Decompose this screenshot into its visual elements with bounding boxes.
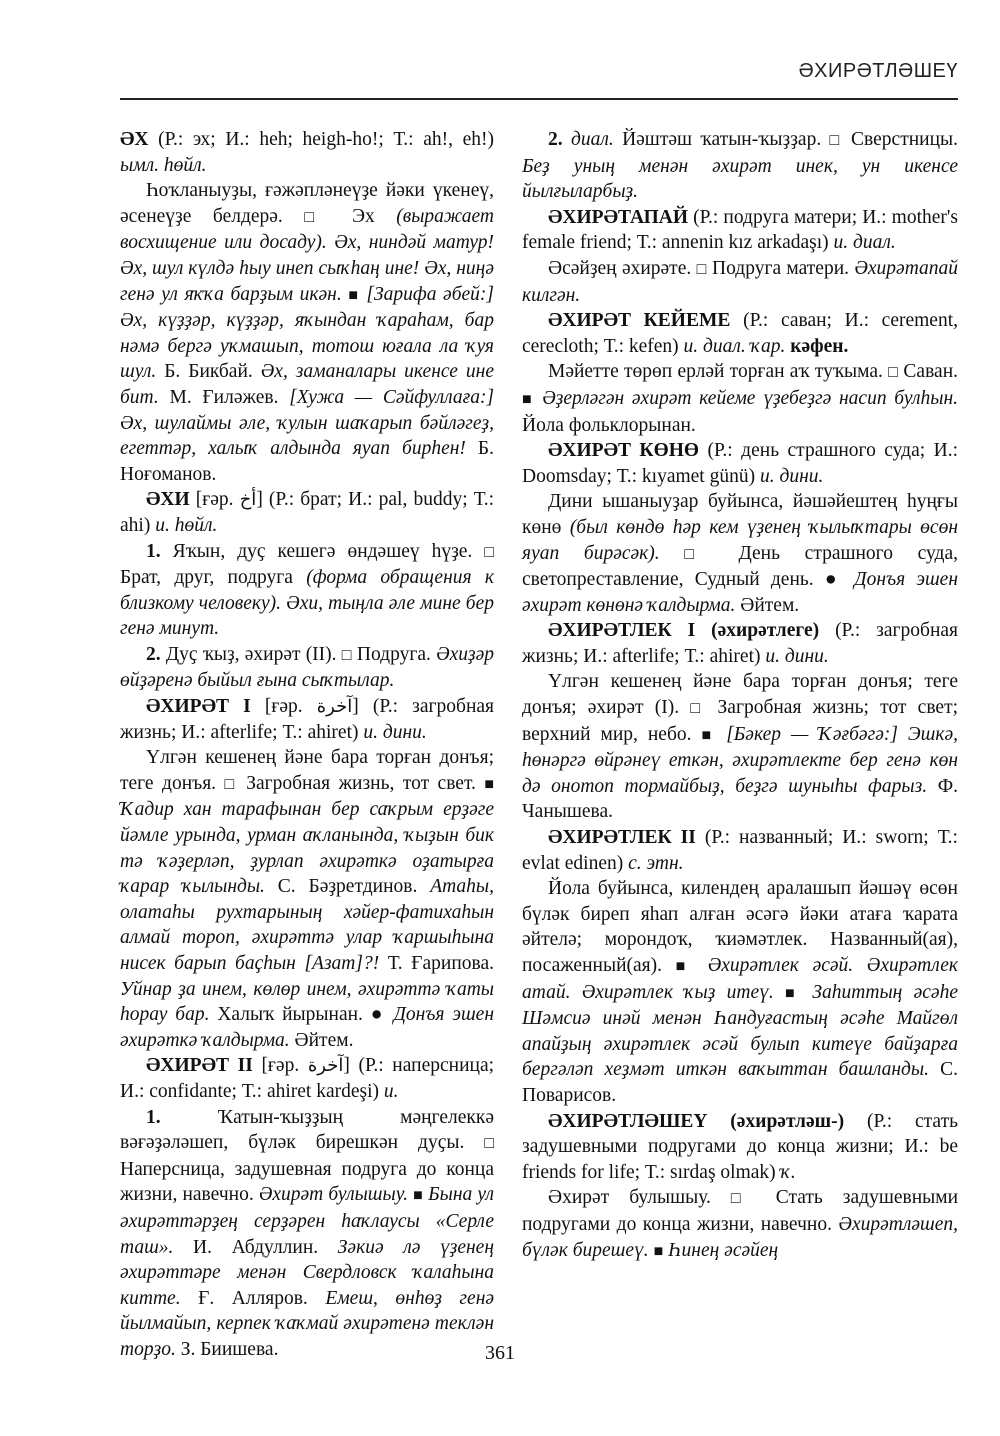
running-head-title: ӘХИРӘТЛӘШЕҮ: [798, 60, 958, 82]
etymology: [ғәр.: [264, 696, 303, 718]
definition-text: Үлгән кешенең йәне бара торған донъя; теге донъя; әхирәт (I).: [522, 671, 958, 719]
examples: Әх, ниндәй матур! Әх, шул күлдә һыу инеп сыҡһаң ине! Әх, ниңә генә ул яҡҡа барҙым икән.: [120, 232, 494, 305]
russian-square-icon: □: [341, 646, 352, 664]
quote-author: Халыҡ йырынан.: [217, 1004, 363, 1026]
arabic-script: آخرة: [316, 696, 353, 718]
examples: Әхирәтлек әсәй. Әхирәтлек атай. Әхирәтлек ҡыҙ итеү.: [522, 955, 958, 1003]
entry-axirat-keieme: [522, 308, 958, 359]
definition-text: Һоҡланыуҙы, ғәжәпләнеүҙе йәки үкенеү, әсенеүҙе белдерә.: [120, 180, 494, 227]
quotation: Бына ул әхирәттәрҙең серҙәрен һаҡлаусы «Серле таш».: [120, 1184, 495, 1258]
russian-equivalent: Загробная жизнь; тот свет; верхний мир, небо.: [522, 697, 959, 745]
quote-author: С. Поварисов.: [522, 1059, 958, 1106]
definition-note: (был көндө һәр кем үҙенең ҡылыҡтары өсөн яуап бирәсәк).: [522, 516, 959, 564]
russian-equivalent: Подруга.: [356, 643, 431, 665]
quote-square-icon: ■: [701, 726, 717, 744]
definition-text: Йола буйынса, килендең аралашып йәшәү өсөн бүләк биреп яһап алған әсәгә йәки атаға ҡарата әйтелә; морондоҡ, ҡиәмәтлек.: [522, 878, 958, 951]
entry-axirat-kono: [522, 438, 958, 489]
definition-text: Дуҫ ҡыҙ, әхирәт (II).: [165, 643, 337, 665]
russian-equivalent: Эх: [352, 205, 375, 227]
headword: ӘХИРӘТ КЕЙЕМЕ: [548, 310, 731, 332]
entry-axirat-1: [120, 694, 494, 745]
cross-reference-link[interactable]: кәфен.: [790, 335, 849, 357]
quote-author: Йола фольклорынан.: [522, 414, 696, 436]
definition: [522, 256, 958, 308]
definition: [522, 359, 958, 438]
definition: [522, 876, 958, 1108]
quotation: Зәкиә лә үҙенең әхирәттәре менән Свердловск ҡалаһына китте.: [120, 1236, 494, 1309]
quotation: Әҙерләгән әхирәт кейеме үҙебеҙгә насип булһын.: [542, 387, 958, 409]
quotation: [Зарифа әбей:] Әх, күҙҙәр, күҙҙәр, яҡындан ҡараһам, бар нәмә бергә уҡмашып, тотош юғала ла ҡуя шул.: [120, 283, 495, 383]
russian-note: (форма обращения к близкому человеку).: [120, 567, 494, 614]
grammar-label: и.: [383, 1080, 399, 1102]
definition: [120, 178, 494, 487]
russian-equivalent: Подруга матери.: [712, 257, 850, 279]
russian-square-icon: □: [888, 364, 899, 382]
headword: ӘХИРӘТЛЕК II: [548, 827, 696, 849]
grammar-label: ымл. һөйл.: [120, 154, 207, 176]
proverb-source: Әйтем.: [740, 594, 800, 616]
sense: [120, 1105, 494, 1363]
sense-number: 1.: [146, 540, 161, 562]
definition-text: Мәйетте төрөп ерләй торған аҡ туҡыма.: [548, 361, 883, 383]
russian-square-icon: □: [484, 543, 494, 561]
russian-equivalent: Брат, друг, подруга: [120, 567, 293, 589]
proverb-bullet-icon: ●: [824, 569, 843, 591]
definition: [522, 669, 958, 825]
headword: ӘХИРӘТЛЕК I (әхирәтлеге): [548, 620, 820, 642]
quotation: Емеш, өнһөҙ генә йылмайып, керпек ҡаҡмай әхирәтенә теклән торҙо.: [120, 1287, 495, 1360]
quotation: [Хужа — Сәйфуллаға:] Әх, шулаймы әле, ҡулын шаҡарып бәйләгеҙ, егеттәр, халыҡ алдында яуап бирһен!: [120, 386, 495, 460]
definition: [522, 489, 958, 618]
headword: ӘХИРӘТ КӨНӨ: [548, 440, 700, 462]
quote-square-icon: ■: [484, 775, 495, 793]
examples: Әхирәт булышыу.: [258, 1184, 408, 1206]
entry-translations: (Р.: день страшного суда; И.: Doomsday; Т.: kıyamet günü): [522, 440, 959, 487]
grammar-label: ҡ.: [780, 1161, 796, 1183]
definition: [522, 1185, 958, 1264]
page-number: 361: [485, 1342, 515, 1364]
etymology: [ғәр.: [261, 1055, 300, 1077]
russian-equivalent: Стать задушевными подругами до конца жизни, навечно.: [522, 1187, 959, 1235]
examples: Әхирәтапай килгән.: [522, 257, 959, 306]
quote-author: Ф. Чанышева.: [522, 775, 959, 823]
quote-square-icon: ■: [785, 984, 802, 1002]
grammar-label: и. дини.: [765, 645, 829, 667]
entry-axiratlasheu: [522, 1109, 958, 1186]
examples: Әхирәтләшеп, бүләк бирешеү.: [522, 1213, 958, 1261]
entry-ax: [120, 127, 494, 178]
entry-translations: ] (Р.: наперсница; И.: confidante; Т.: ahiret kardeşi): [120, 1055, 495, 1102]
grammar-label: диал.: [570, 129, 614, 150]
quote-square-icon: ■: [522, 390, 535, 408]
grammar-label: и. диал.: [833, 232, 896, 254]
entry-translations: (Р.: саван; И.: cerement, cerecloth; Т.: kefen): [522, 310, 959, 357]
proverb: Донъя эшен әхирәткә ҡалдырма.: [120, 1004, 494, 1051]
quote-author: С. Бәҙретдинов.: [277, 876, 418, 898]
quotation: Ҡадир хан тарафынан бер саҡрым ерҙәге йәмле урында, урман аҡланында, ҡыҙын бик тә ҡәҙерләп, ҙурлап әхирәткә оҙатырға ҡарар ҡылынды.: [120, 799, 494, 898]
grammar-label: с. этн.: [628, 852, 684, 874]
entry-translations: (Р.: названный; И.: sworn; Т.: evlat edinen): [522, 827, 958, 874]
russian-equivalent: Названный(ая), посаженный(ая).: [522, 929, 959, 976]
russian-note: (выражает восхищение или досаду).: [120, 205, 495, 254]
definition-text: Әсәйҙең әхирәте.: [548, 257, 692, 279]
examples: Әхиҙәр өйҙәренә быйыл ғына сыҡтылар.: [120, 643, 495, 692]
russian-square-icon: □: [484, 1135, 495, 1153]
quotation: Атаһы, олатаһы рухтарының хәйер-фатихаһын алмай тороп, әхирәттә улар ҡаршыһына нисек барып баҫһын [Азат]?!: [120, 876, 495, 974]
quotation: Заһиттың әсәһе Шәмсиә инәй менән Һандуғастың әсәһе Майгөл апайҙың әхирәтлек әсәй булып китеүе байҙарға бергәләп хеҙмәт иткән ваҡыттан башланды.: [522, 981, 958, 1081]
quotation: Әх, заманалары икенсе ине бит.: [120, 361, 494, 408]
proverb-source: Әйтем.: [294, 1029, 354, 1051]
headword: ӘХИРӘТЛӘШЕҮ (әхирәтләш-): [548, 1110, 845, 1132]
russian-square-icon: □: [829, 132, 843, 149]
quote-author: И. Абдуллин.: [193, 1236, 319, 1258]
quote-author: Т. Ғарипова.: [387, 953, 494, 974]
entry-translations: ] (Р.: загробная жизнь; И.: afterlife; Т.: ahiret): [120, 696, 495, 743]
russian-square-icon: □: [696, 260, 707, 278]
russian-equivalent: Саван.: [903, 361, 958, 383]
definition-text: Ҡатын-ҡыҙҙың мәңгелеккә вәғәҙәләшеп, бүләк бирешкән дуҫы.: [120, 1106, 494, 1154]
headword: ӘХИ: [146, 489, 190, 511]
russian-equivalent: День страшного суда, светопреставление, Судный день.: [522, 542, 958, 591]
entry-translations: (Р.: стать задушевными подругами до конца жизни; И.: be friends for life; Т.: sırdaş olmak): [522, 1110, 958, 1183]
sense: [522, 127, 958, 205]
entry-axi: [120, 487, 494, 538]
headword: ӘХИРӘТ II: [146, 1055, 253, 1077]
quote-author: Ғ. Алляров.: [198, 1287, 308, 1309]
grammar-label: и. дини.: [363, 721, 427, 743]
definition-text: Дини ышаныуҙар буйынса, йәшәйештең һуңғы көнө: [522, 491, 958, 538]
etymology: [ғәр.: [195, 489, 234, 511]
quotation: Һинең әсәйең: [668, 1239, 779, 1261]
entry-axiratlek-1: [522, 618, 958, 669]
entry-translations: (Р.: загробная жизнь; И.: afterlife; Т.: ahiret): [522, 620, 958, 667]
sense-number: 2.: [146, 643, 161, 665]
russian-equivalent: Сверстницы.: [851, 129, 958, 150]
entry-axiratlek-2: [522, 825, 958, 876]
arabic-script: آخرة: [307, 1055, 344, 1077]
headword: ӘХИРӘТАПАЙ: [548, 206, 689, 228]
quote-author: Б. Ноғоманов.: [120, 438, 494, 485]
russian-square-icon: □: [224, 775, 238, 793]
proverb-bullet-icon: ●: [370, 1004, 386, 1026]
left-column: [120, 127, 494, 1363]
sense-number: 2.: [548, 129, 563, 150]
definition-text: Йәштәш ҡатын-ҡыҙҙар.: [622, 129, 822, 150]
russian-square-icon: □: [690, 700, 707, 718]
right-column: [522, 127, 958, 1264]
examples: Әхи, тыңла әле мине бер генә минут.: [120, 592, 494, 640]
quote-square-icon: ■: [653, 1242, 664, 1260]
russian-equivalent: Загробная жизнь, тот свет.: [246, 772, 476, 794]
definition-text: Яҡын, дуҫ кешегә өндәшеү һүҙе.: [172, 540, 473, 562]
definition-text: Әхирәт булышыу.: [548, 1187, 711, 1209]
quotation: [Бәкер — Ҡәғбәгә:] Эшкә, һөнәргә өйрәнеү еткән, әхирәтлекте бер генә көн дә онотоп тормайбыҙ, беҙгә шуныһы фарыз.: [522, 723, 959, 797]
running-header: [120, 60, 958, 100]
quote-author: З. Биишева.: [180, 1338, 279, 1360]
russian-equivalent: Наперсница, задушевная подруга до конца жизни, навечно.: [120, 1158, 494, 1206]
russian-square-icon: □: [684, 545, 714, 563]
russian-square-icon: □: [730, 1190, 756, 1208]
grammar-label: и. һөйл.: [155, 514, 218, 536]
sense-number: 1.: [146, 1106, 161, 1128]
entry-translations: (Р.: эх; И.: heh; heigh-ho!; Т.: ah!, eh!): [158, 129, 494, 150]
definition: [120, 745, 494, 1053]
grammar-label: и. дини.: [759, 465, 824, 487]
examples: Беҙ уның менән әхирәт инек, ун икенсе йылғыларбыҙ.: [522, 155, 958, 203]
headword: ӘХИРӘТ I: [146, 696, 251, 718]
proverb: Донъя эшен әхирәт көнөнә ҡалдырма.: [522, 569, 959, 616]
headword: ӘХ: [120, 129, 149, 150]
quotation: Уйнар ҙа инем, көлөр инем, әхирәттә ҡаты һорау бар.: [120, 978, 494, 1026]
grammar-label: и. диал. ҡар.: [683, 335, 786, 357]
russian-square-icon: □: [304, 208, 331, 226]
quote-square-icon: ■: [348, 286, 360, 304]
quote-square-icon: ■: [413, 1187, 424, 1205]
quote-author: Б. Бикбай.: [164, 361, 253, 383]
entry-translations: (Р.: подруга матери; И.: mother's female friend; Т.: annenin kız arkadaşı): [522, 206, 959, 254]
entry-axirat-2: [120, 1053, 494, 1104]
quote-author: М. Ғиләжев.: [169, 386, 279, 408]
entry-translations: ] (Р.: брат; И.: pal, buddy; Т.: ahi): [120, 489, 494, 536]
quote-square-icon: ■: [675, 958, 695, 975]
sense: [120, 539, 494, 642]
entry-axiratapai: [522, 205, 958, 256]
definition-text: Үлгән кешенең йәне бара торған донъя; теге донъя.: [120, 747, 494, 794]
sense: [120, 642, 494, 694]
arabic-script: أخ: [239, 489, 257, 511]
